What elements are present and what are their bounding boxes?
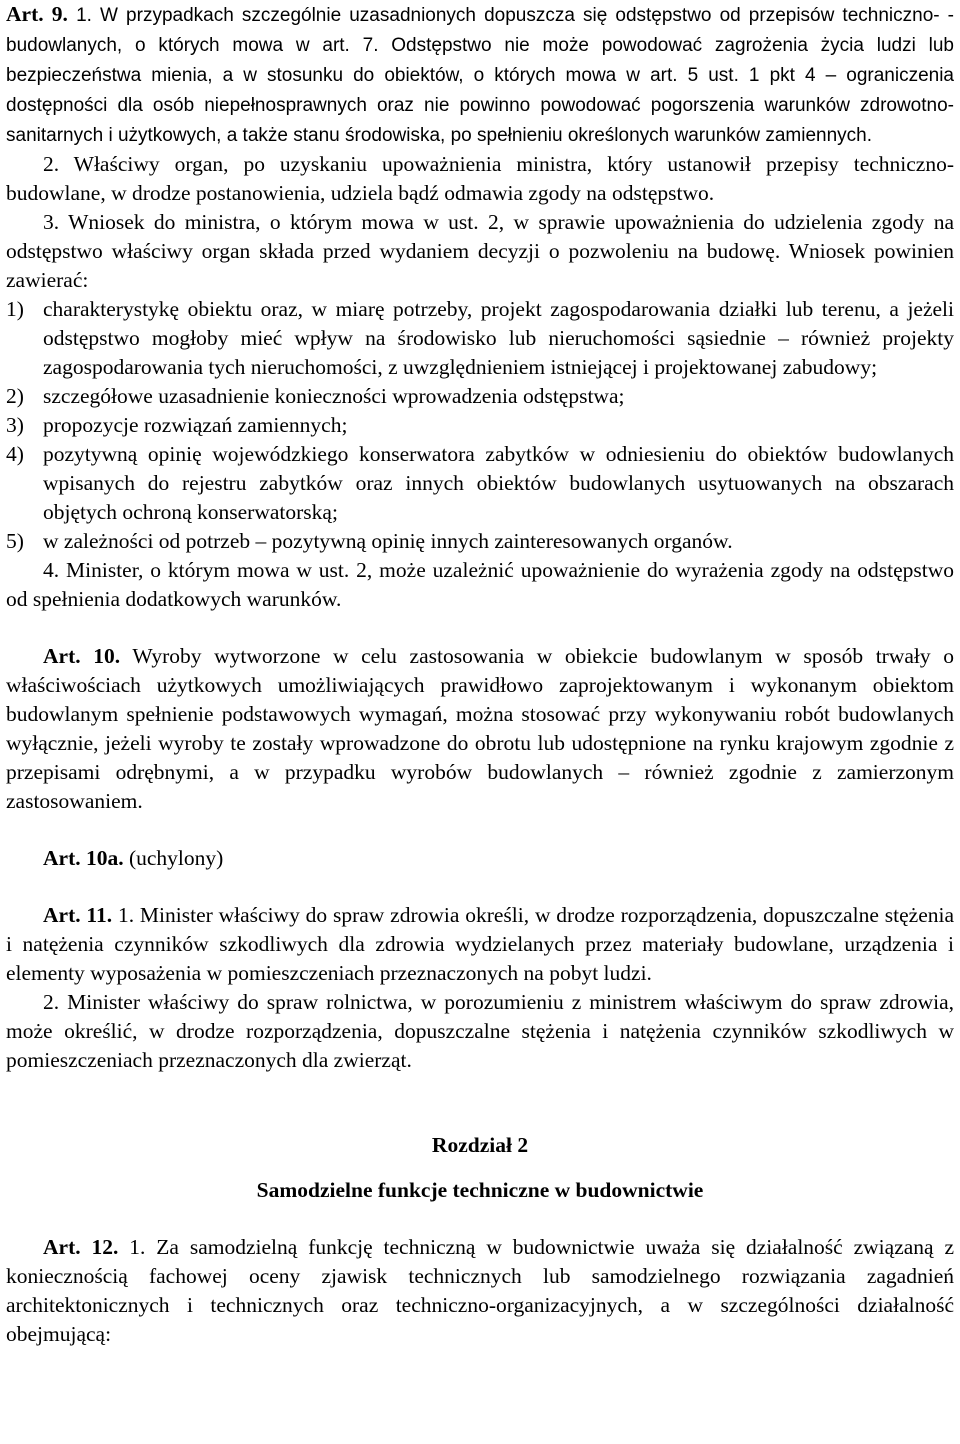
art10-paragraph bbox=[6, 642, 954, 816]
list-item-text: charakterystykę obiektu oraz, w miarę potrzeby, projekt zagospodarowania działki lub terenu, a jeżeli odstępstwo mogłoby mieć wpływ na środowisko lub nieruchomości sąsiednie – również projekty zagospodarowania tych nieruchomości, z uwzględnieniem istniejącej i projektowanej zabudowy; bbox=[43, 297, 954, 379]
spacer bbox=[6, 816, 954, 844]
art11-text-1: 1. Minister właściwy do spraw zdrowia określi, w drodze rozporządzenia, dopuszczalne stężenia i natężenia czynników szkodliwych dla zdrowia wydzielanych przez materiały budowlane, urządzenia i elementy wyposażenia w pomieszczeniach przeznaczonych na pobyt ludzi. bbox=[6, 903, 955, 985]
art10-label: Art. 10. bbox=[43, 644, 121, 668]
art9-text: 1. W przypadkach szczególnie uzasadnionych dopuszcza się odstępstwo od przepisów techniczno- -budowlanych, o których mowa w art. 7. Odstępstwo nie może powodować zagrożenia życia ludzi lub bezpieczeństwa mienia, a w stosunku do obiektów, o których mowa w art. 5 ust. 1 pkt 4 – ograniczenia dostępności dla osób niepełnosprawnych oraz nie powinno powodować pogorszenia warunków zdrowotno-sanitarnych i użytkowych, a także stanu środowiska, po spełnieniu określonych warunków zamiennych. bbox=[6, 5, 954, 146]
list-item-text: pozytywną opinię wojewódzkiego konserwatora zabytków w odniesieniu do obiektów budowlanych wpisanych do rejestru zabytków oraz innych obiektów budowlanych usytuowanych na obszarach objętych ochroną konserwatorską; bbox=[43, 442, 954, 524]
list-item bbox=[6, 527, 954, 556]
list-item-number: 2) bbox=[6, 384, 24, 408]
list-item-number: 1) bbox=[6, 297, 24, 321]
art12-label: Art. 12. bbox=[43, 1235, 119, 1259]
list-item-text: propozycje rozwiązań zamiennych; bbox=[43, 413, 348, 437]
art9-requirements-list bbox=[6, 295, 954, 556]
spacer bbox=[6, 1160, 954, 1176]
art10a-text: (uchylony) bbox=[128, 846, 224, 870]
art10-text: Wyroby wytworzone w celu zastosowania w obiekcie budowlanym w sposób trwały o właściwościach użytkowych umożliwiających prawidłowo zaprojektowanym i wykonanym obiektom budowlanym spełnienie podstawowych wymagań, można stosować przy wykonywaniu robót budowlanych wyłącznie, jeżeli wyroby te zostały wprowadzone do obrotu lub udostępnione na rynku krajowym zgodnie z przepisami odrębnymi, a w przypadku wyrobów budowlanych – również zgodnie z zamierzonym zastosowaniem. bbox=[6, 644, 954, 813]
art9-paragraph-1 bbox=[6, 0, 954, 150]
spacer bbox=[6, 614, 954, 642]
art11-label: Art. 11. bbox=[43, 903, 113, 927]
art11-paragraph-1 bbox=[6, 901, 954, 988]
chapter-number: Rozdział 2 bbox=[431, 1133, 529, 1157]
art9-paragraph-4: 4. Minister, o którym mowa w ust. 2, może uzależnić upoważnienie do wyrażenia zgody na odstępstwo od spełnienia dodatkowych warunków. bbox=[6, 558, 954, 611]
spacer bbox=[6, 1075, 954, 1131]
art12-text: 1. Za samodzielną funkcję techniczną w budownictwie uważa się działalność związaną z koniecznością fachowej oceny zjawisk technicznych lub samodzielnego rozwiązania zagadnień architektonicznych i technicznych oraz techniczno-organizacyjnych, a w szczególności działalność obejmującą: bbox=[6, 1235, 954, 1346]
art11-paragraph-2: 2. Minister właściwy do spraw rolnictwa, w porozumieniu z ministrem właściwym do spraw zdrowia, może określić, w drodze rozporządzenia, dopuszczalne stężenia i natężenia czynników szkodliwych w pomieszczeniach przeznaczonych dla zwierząt. bbox=[6, 990, 954, 1072]
list-item-number: 3) bbox=[6, 413, 24, 437]
art12-paragraph bbox=[6, 1233, 954, 1349]
spacer bbox=[6, 1205, 954, 1233]
chapter-title: Samodzielne funkcje techniczne w budownictwie bbox=[256, 1178, 704, 1202]
art10a-paragraph bbox=[6, 844, 954, 873]
art9-label: Art. 9. bbox=[6, 2, 68, 26]
list-item bbox=[6, 382, 954, 411]
list-item-text: szczegółowe uzasadnienie konieczności wprowadzenia odstępstwa; bbox=[43, 384, 625, 408]
list-item bbox=[6, 295, 954, 382]
spacer bbox=[6, 873, 954, 901]
list-item-number: 5) bbox=[6, 529, 24, 553]
list-item bbox=[6, 411, 954, 440]
list-item-number: 4) bbox=[6, 442, 24, 466]
list-item-text: w zależności od potrzeb – pozytywną opinię innych zainteresowanych organów. bbox=[43, 529, 733, 553]
art9-paragraph-3: 3. Wniosek do ministra, o którym mowa w ust. 2, w sprawie upoważnienia do udzielenia zgody na odstępstwo właściwy organ składa przed wydaniem decyzji o pozwoleniu na budowę. Wniosek powinien zawierać: bbox=[6, 210, 954, 292]
art10a-label: Art. 10a. bbox=[43, 846, 124, 870]
art9-paragraph-2: 2. Właściwy organ, po uzyskaniu upoważnienia ministra, który ustanowił przepisy techniczno-budowlane, w drodze postanowienia, udziela bądź odmawia zgody na odstępstwo. bbox=[6, 152, 954, 205]
list-item bbox=[6, 440, 954, 527]
